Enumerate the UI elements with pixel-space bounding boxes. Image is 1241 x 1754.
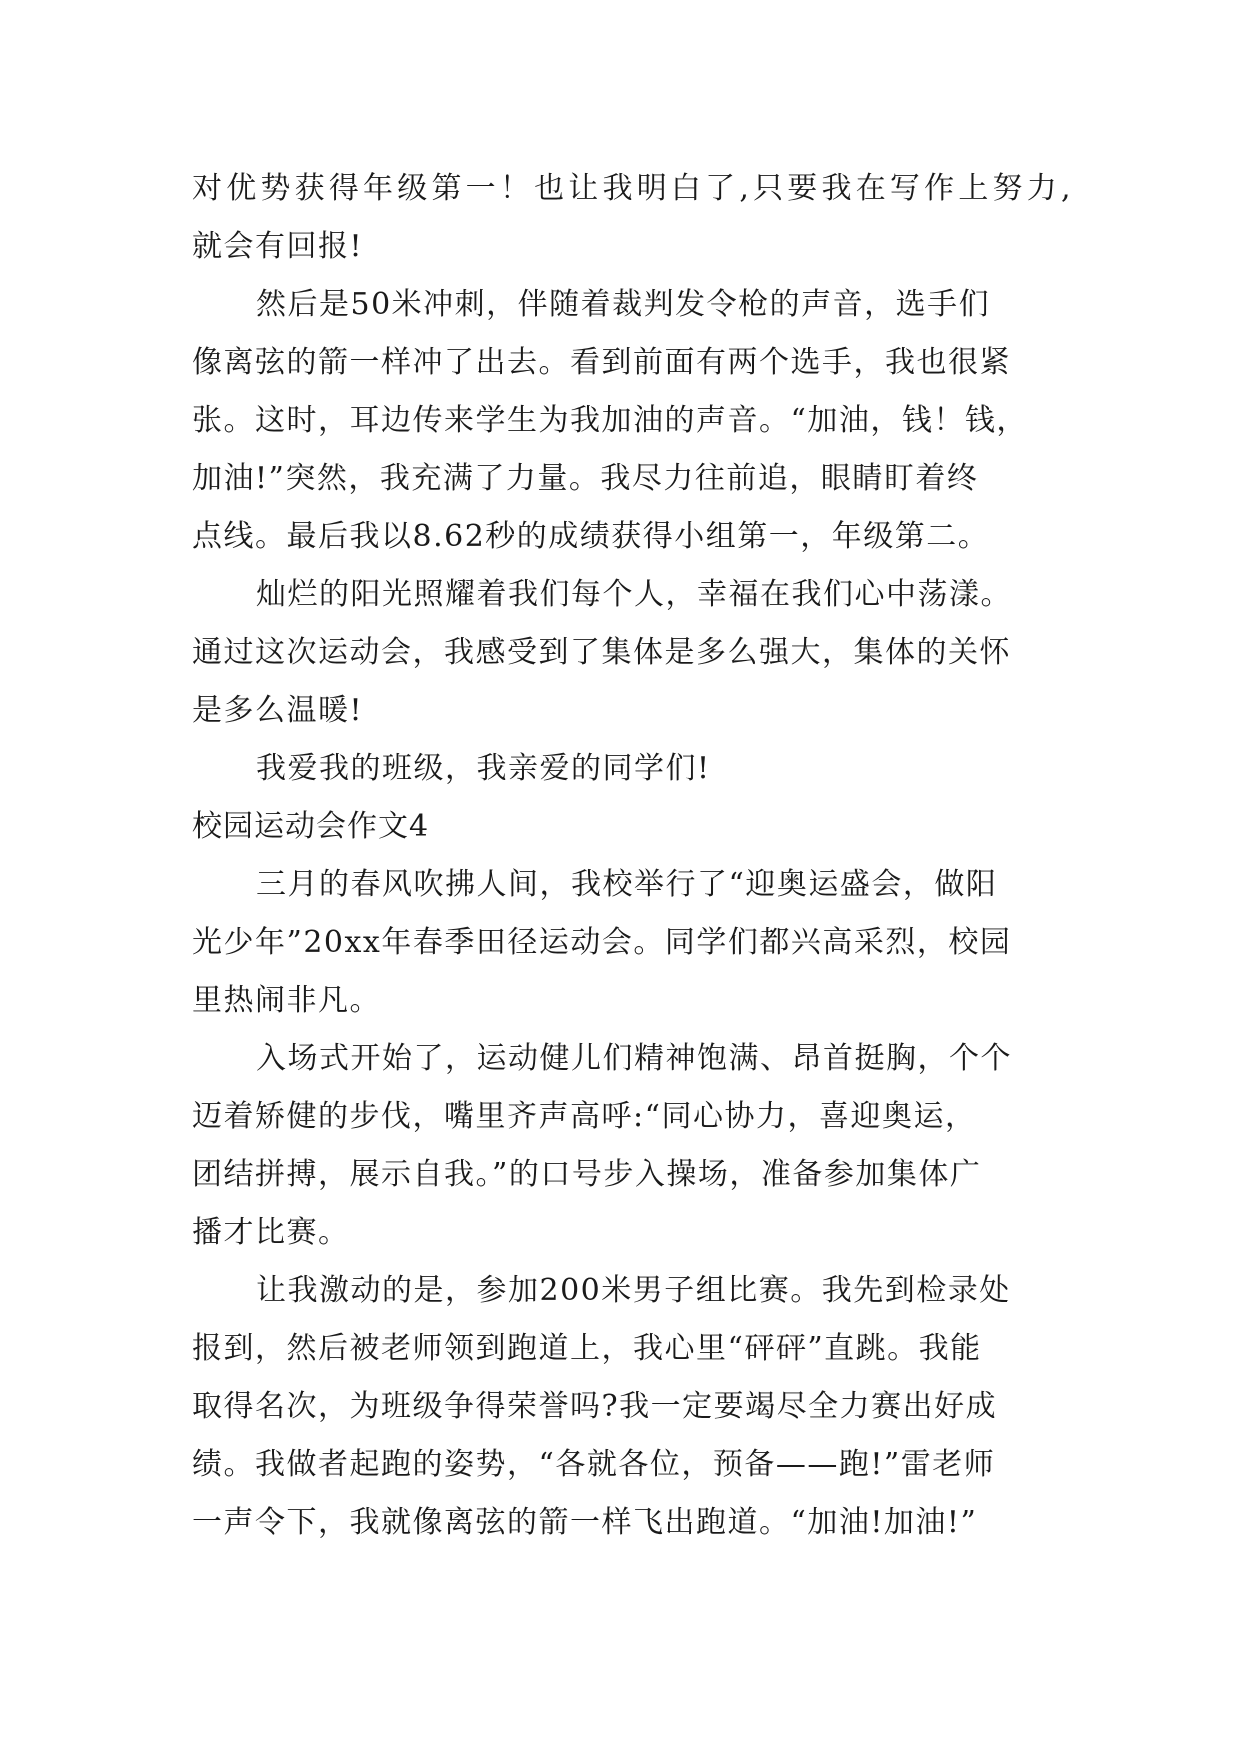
text-line: 是多么温暖! <box>192 693 364 728</box>
text-line: 光少年”20xx年春季田径运动会。同学们都兴高采烈，校园 <box>192 925 1012 960</box>
text-line: 播才比赛。 <box>192 1215 350 1250</box>
text-line: 团结拼搏，展示自我。”的口号步入操场，准备参加集体广 <box>192 1157 982 1192</box>
text-line: 迈着矫健的步伐，嘴里齐声高呼:“同心协力，喜迎奥运， <box>192 1099 977 1134</box>
text-line: 里热闹非凡。 <box>192 983 381 1018</box>
paragraph <box>192 160 1072 276</box>
text-line: 取得名次，为班级争得荣誉吗?我一定要竭尽全力赛出好成 <box>192 1389 998 1424</box>
paragraph <box>192 740 1072 798</box>
paragraph <box>192 566 1072 740</box>
text-line: 通过这次运动会，我感受到了集体是多么强大，集体的关怀 <box>192 635 1011 670</box>
text-line: 我爱我的班级，我亲爱的同学们! <box>256 751 711 786</box>
text-line: 像离弦的箭一样冲了出去。看到前面有两个选手，我也很紧 <box>192 345 1011 380</box>
text-line: 让我激动的是，参加200米男子组比赛。我先到检录处 <box>256 1273 1011 1308</box>
paragraph <box>192 276 1072 566</box>
text-line: 然后是50米冲刺，伴随着裁判发令枪的声音，选手们 <box>256 287 991 322</box>
section-heading: 校园运动会作文4 <box>192 809 430 844</box>
text-line: 加油!”突然，我充满了力量。我尽力往前追，眼睛盯着终 <box>192 461 979 496</box>
text-line: 绩。我做者起跑的姿势，“各就各位，预备——跑!”雷老师 <box>192 1447 996 1482</box>
paragraph <box>192 1262 1072 1552</box>
text-line: 一声令下，我就像离弦的箭一样飞出跑道。“加油!加油!” <box>192 1505 978 1540</box>
text-line: 三月的春风吹拂人间，我校举行了“迎奥运盛会，做阳 <box>256 867 998 902</box>
text-line: 对优势获得年级第一！也让我明白了,只要我在写作上努力, <box>192 171 1072 206</box>
text-line: 灿烂的阳光照耀着我们每个人，幸福在我们心中荡漾。 <box>256 577 1012 612</box>
document-page <box>192 160 1072 1552</box>
text-line: 就会有回报! <box>192 229 364 264</box>
text-line: 报到，然后被老师领到跑道上，我心里“砰砰”直跳。我能 <box>192 1331 982 1366</box>
text-line: 点线。最后我以8.62秒的成绩获得小组第一，年级第二。 <box>192 519 990 554</box>
paragraph <box>192 1030 1072 1262</box>
paragraph <box>192 856 1072 1030</box>
text-line: 张。这时，耳边传来学生为我加油的声音。“加油，钱！钱， <box>192 403 1028 438</box>
text-line: 入场式开始了，运动健儿们精神饱满、昂首挺胸，个个 <box>256 1041 1012 1076</box>
